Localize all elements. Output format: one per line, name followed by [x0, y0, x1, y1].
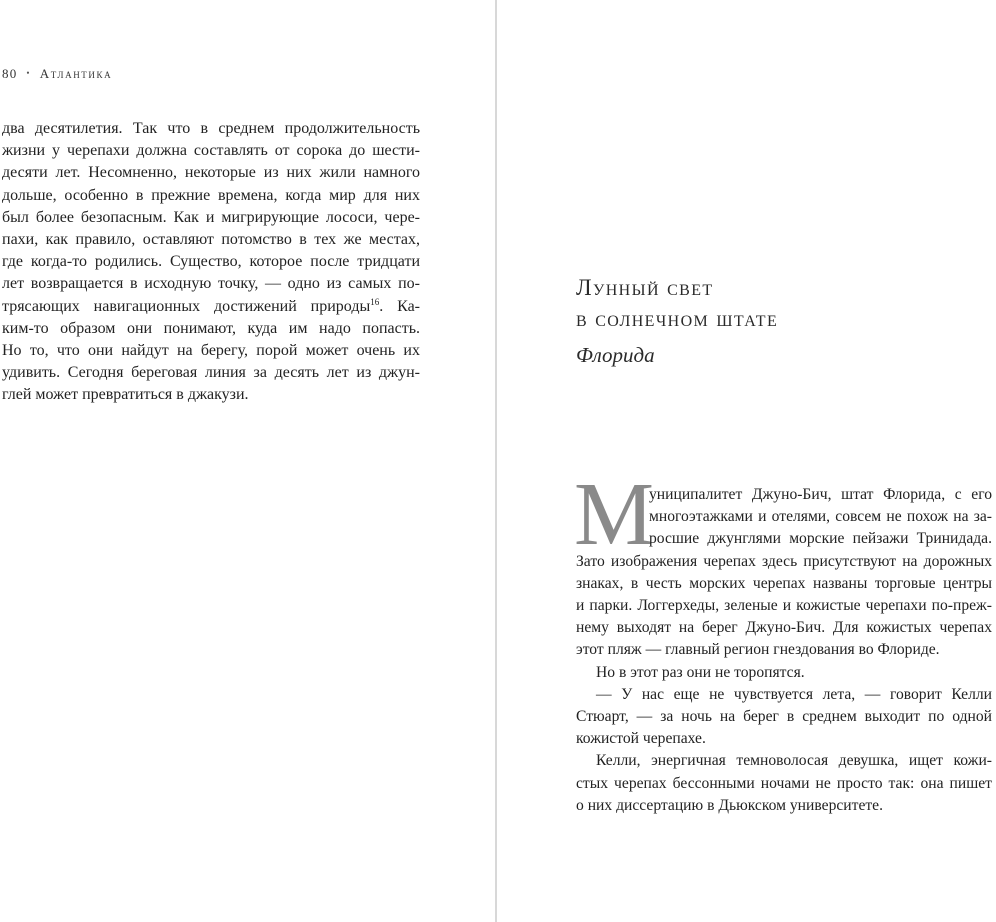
chapter-subtitle: Флорида [576, 343, 655, 367]
footnote-reference[interactable]: 16 [370, 296, 380, 307]
text-line: Келли, энергичная темноволосая девушка, ищет кожи- [596, 752, 992, 770]
text-line: где когда-то родились. Существо, которое после тридцати [2, 253, 420, 271]
text-line: глей может превратиться в джакузи. [2, 386, 249, 404]
text-line: униципалитет Джуно-Бич, штат Флорида, с его [649, 486, 992, 503]
bullet-separator: • [26, 68, 31, 78]
text-line: Но в этот раз они не торопятся. [596, 663, 805, 681]
text-line: два десятилетия. Так что в среднем продолжительность [2, 120, 420, 137]
text-line: жизни у черепахи должна составлять от сорока до шести- [2, 142, 420, 160]
left-page-body [2, 118, 420, 407]
text-line: ким-то образом они понимают, куда им надо попасть. [2, 319, 420, 337]
drop-cap: М [574, 465, 655, 564]
text-line: стых черепах бессонными ночами не просто так: она пишет [576, 774, 992, 792]
text-line: знаках, в честь морских черепах названы торговые центры [576, 574, 992, 592]
text-line: пахи, как правило, оставляют потомство в тех же местах, [2, 231, 420, 249]
text-line: росшие джунглями морские пейзажи Тринидада. [649, 530, 992, 548]
text-line: и парки. Логгерхеды, зеленые и кожистые черепахи по-преж- [576, 597, 992, 615]
text-line: дольше, особенно в прежние времена, когда мир для них [2, 186, 420, 204]
text-line: о них диссертацию в Дьюкском университете. [576, 796, 884, 814]
text-line: лет возвращается в исходную точку, — одно из самых по- [2, 275, 420, 293]
text-line: удивить. Сегодня береговая линия за десять лет из джун- [2, 364, 420, 382]
text-line: многоэтажками и отелями, совсем не похож на за- [649, 508, 992, 526]
running-head [2, 66, 112, 82]
chapter-title-line: Лунный свет [576, 275, 714, 300]
text-line: кожистой черепахе. [576, 730, 706, 748]
text-line: этот пляж — главный регион гнездования во Флориде. [576, 641, 940, 659]
section-title: Атлантика [39, 66, 113, 81]
text-line: нему выходят на берег Джуно-Бич. Для кожистых черепах [576, 619, 992, 637]
chapter-title-line: в солнечном штате [576, 306, 779, 331]
text-line: Но то, что они найдут на берегу, порой может очень их [2, 342, 420, 360]
chapter-title [576, 272, 778, 334]
text-line: десяти лет. Несомненно, некоторые из них жили намного [2, 164, 420, 182]
page-number: 80 [2, 66, 18, 81]
text-line: был более безопасным. Как и мигрирующие лососи, чере- [2, 208, 420, 226]
text-line: Стюарт, — за ночь на берег в среднем выходит по одной [576, 708, 992, 726]
text-line-with-footnote [2, 296, 420, 318]
page-gutter-divider [495, 0, 497, 922]
text-line: Зато изображения черепах здесь присутствуют на дорожных [576, 552, 992, 570]
text-fragment: трясающих навигационных достижений природы [2, 297, 371, 315]
text-line: — У нас еще не чувствуется лета, — говорит Келли [596, 685, 992, 703]
text-fragment: . Ка- [379, 297, 420, 315]
right-page-body [576, 484, 992, 817]
